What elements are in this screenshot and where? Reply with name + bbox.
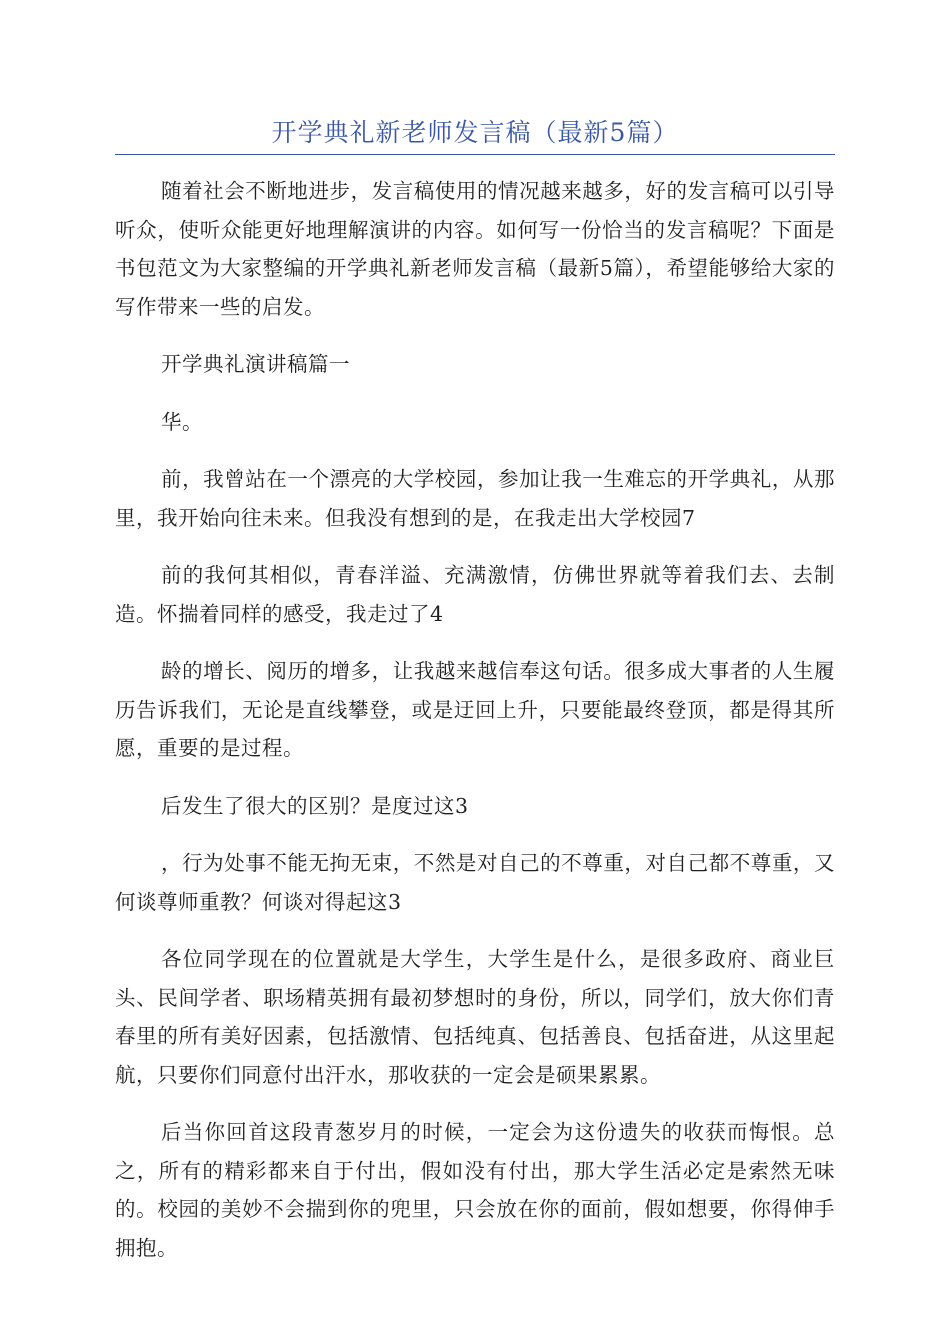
body-paragraph: 前的我何其相似，青春洋溢、充满激情，仿佛世界就等着我们去、去制造。怀揣着同样的感受，我走过了4 xyxy=(115,563,835,626)
body-paragraph: 后发生了很大的区别？是度过这3 xyxy=(161,793,469,818)
body-paragraph: ，行为处事不能无拘无束，不然是对自己的不尊重，对自己都不尊重，又何谈尊师重教？何谈对得起这3 xyxy=(115,851,835,914)
body-paragraph: 华。 xyxy=(161,409,203,434)
body-paragraph: 龄的增长、阅历的增多，让我越来越信奉这句话。很多成大事者的人生履历告诉我们，无论是直线攀登，或是迂回上升，只要能最终登顶，都是得其所愿，重要的是过程。 xyxy=(115,659,835,760)
body-paragraph: 前，我曾站在一个漂亮的大学校园，参加让我一生难忘的开学典礼，从那里，我开始向往未来。但我没有想到的是，在我走出大学校园7 xyxy=(115,467,835,530)
body-paragraph: 后当你回首这段青葱岁月的时候，一定会为这份遗失的收获而悔恨。总之，所有的精彩都来自于付出，假如没有付出，那大学生活必定是索然无味的。校园的美妙不会揣到你的兜里，只会放在你的面前，假如想要，你得伸手拥抱。 xyxy=(115,1120,835,1260)
document-body xyxy=(115,172,835,1286)
document-title: 开学典礼新老师发言稿（最新5篇） xyxy=(271,118,679,147)
body-paragraph: 各位同学现在的位置就是大学生，大学生是什么，是很多政府、商业巨头、民间学者、职场精英拥有最初梦想时的身份，所以，同学们，放大你们青春里的所有美好因素，包括激情、包括纯真、包括善良、包括奋进，从这里起航，只要你们同意付出汗水，那收获的一定会是硕果累累。 xyxy=(115,947,835,1087)
section-heading: 开学典礼演讲稿篇一 xyxy=(161,352,350,376)
intro-paragraph: 随着社会不断地进步，发言稿使用的情况越来越多，好的发言稿可以引导听众，使听众能更好地理解演讲的内容。如何写一份恰当的发言稿呢？下面是书包范文为大家整编的开学典礼新老师发言稿（最新5篇），希望能够给大家的写作带来一些的启发。 xyxy=(115,179,835,319)
title-underline xyxy=(115,154,835,155)
